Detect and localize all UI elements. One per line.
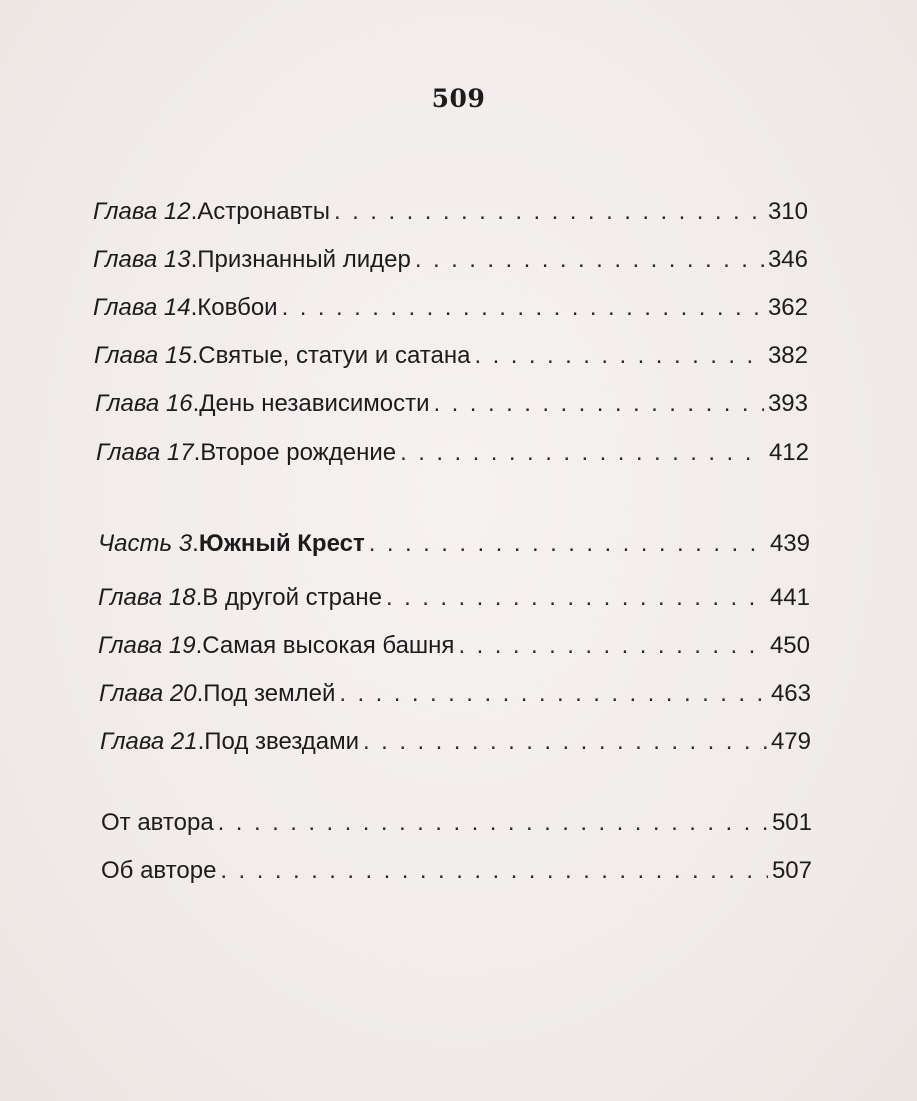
chapter-title: Самая высокая башня bbox=[202, 632, 455, 659]
page-ref: 382 bbox=[767, 342, 808, 369]
toc-entry-chapter-18: Глава 18. В другой стране . . . 441 bbox=[98, 578, 810, 612]
leader-dots bbox=[474, 342, 764, 370]
page-ref: 479 bbox=[770, 728, 811, 755]
page-ref: 362 bbox=[767, 294, 808, 321]
chapter-prefix: Глава 20 bbox=[99, 680, 197, 707]
page-ref: 412 bbox=[768, 439, 809, 466]
leader-dots bbox=[282, 294, 764, 322]
page-ref: 441 bbox=[769, 584, 810, 611]
chapter-prefix: Глава 15 bbox=[94, 342, 192, 369]
leader-dots bbox=[363, 728, 767, 756]
page-ref: 393 bbox=[767, 390, 808, 417]
chapter-title: Под землей bbox=[203, 680, 336, 707]
page-ref: 346 bbox=[767, 246, 808, 273]
page-ref: 507 bbox=[771, 857, 812, 884]
chapter-title: Признанный лидер bbox=[197, 246, 411, 273]
part-title: Южный Крест bbox=[198, 530, 365, 557]
chapter-title: Под звездами bbox=[204, 728, 360, 755]
leader-dots bbox=[339, 680, 767, 708]
chapter-title: В другой стране bbox=[202, 584, 382, 611]
leader-dots bbox=[458, 632, 766, 660]
chapter-title: День независимости bbox=[199, 390, 430, 417]
leader-dots bbox=[400, 439, 765, 467]
leader-dots bbox=[334, 198, 764, 226]
page-ref: 450 bbox=[769, 632, 810, 659]
toc-entry-chapter-19: Глава 19. Самая высокая башня . . . 450 bbox=[98, 626, 810, 660]
toc-entry-part-3: Часть 3. Южный Крест . . . 439 bbox=[98, 524, 810, 558]
toc-entry-chapter-12: Глава 12. Астронавты . . . 310 bbox=[93, 192, 808, 226]
page-ref: 439 bbox=[769, 530, 810, 557]
leader-dots bbox=[386, 584, 766, 612]
toc-entry-chapter-17: Глава 17. Второе рождение . . . 412 bbox=[96, 433, 809, 467]
toc-entry-chapter-16: Глава 16. День независимости . . . 393 bbox=[95, 384, 808, 418]
toc-entry-chapter-20: Глава 20. Под землей . . . 463 bbox=[99, 674, 811, 708]
toc-entry-from-author bbox=[101, 803, 812, 837]
toc-entry-chapter-21: Глава 21. Под звездами . . . 479 bbox=[100, 722, 811, 756]
leader-dots bbox=[220, 857, 768, 885]
chapter-prefix: Глава 14 bbox=[93, 294, 191, 321]
chapter-prefix: Глава 21 bbox=[100, 728, 198, 755]
section-title: От автора bbox=[101, 809, 214, 836]
part-prefix: Часть 3 bbox=[98, 530, 193, 557]
toc-entry-about-author bbox=[101, 851, 812, 885]
chapter-title: Астронавты bbox=[197, 198, 331, 225]
chapter-prefix: Глава 12 bbox=[93, 198, 191, 225]
page-number: 509 bbox=[431, 84, 486, 113]
page-ref: 310 bbox=[767, 198, 808, 225]
chapter-prefix: Глава 18 bbox=[98, 584, 196, 611]
toc-entry-chapter-14: Глава 14. Ковбои . . . 362 bbox=[93, 288, 808, 322]
section-title: Об авторе bbox=[101, 857, 217, 884]
leader-dots bbox=[218, 809, 768, 837]
leader-dots bbox=[415, 246, 764, 274]
page-ref: 463 bbox=[770, 680, 811, 707]
chapter-title: Второе рождение bbox=[200, 439, 397, 466]
page-ref: 501 bbox=[771, 809, 812, 836]
leader-dots bbox=[434, 390, 764, 418]
chapter-prefix: Глава 19 bbox=[98, 632, 196, 659]
chapter-title: Святые, статуи и сатана bbox=[198, 342, 471, 369]
toc-entry-chapter-13: Глава 13. Признанный лидер . . . 346 bbox=[93, 240, 808, 274]
chapter-prefix: Глава 16 bbox=[95, 390, 193, 417]
chapter-prefix: Глава 17 bbox=[96, 439, 194, 466]
toc-entry-chapter-15: Глава 15. Святые, статуи и сатана . . . 382 bbox=[94, 336, 808, 370]
leader-dots bbox=[369, 530, 766, 558]
chapter-title: Ковбои bbox=[197, 294, 278, 321]
chapter-prefix: Глава 13 bbox=[93, 246, 191, 273]
